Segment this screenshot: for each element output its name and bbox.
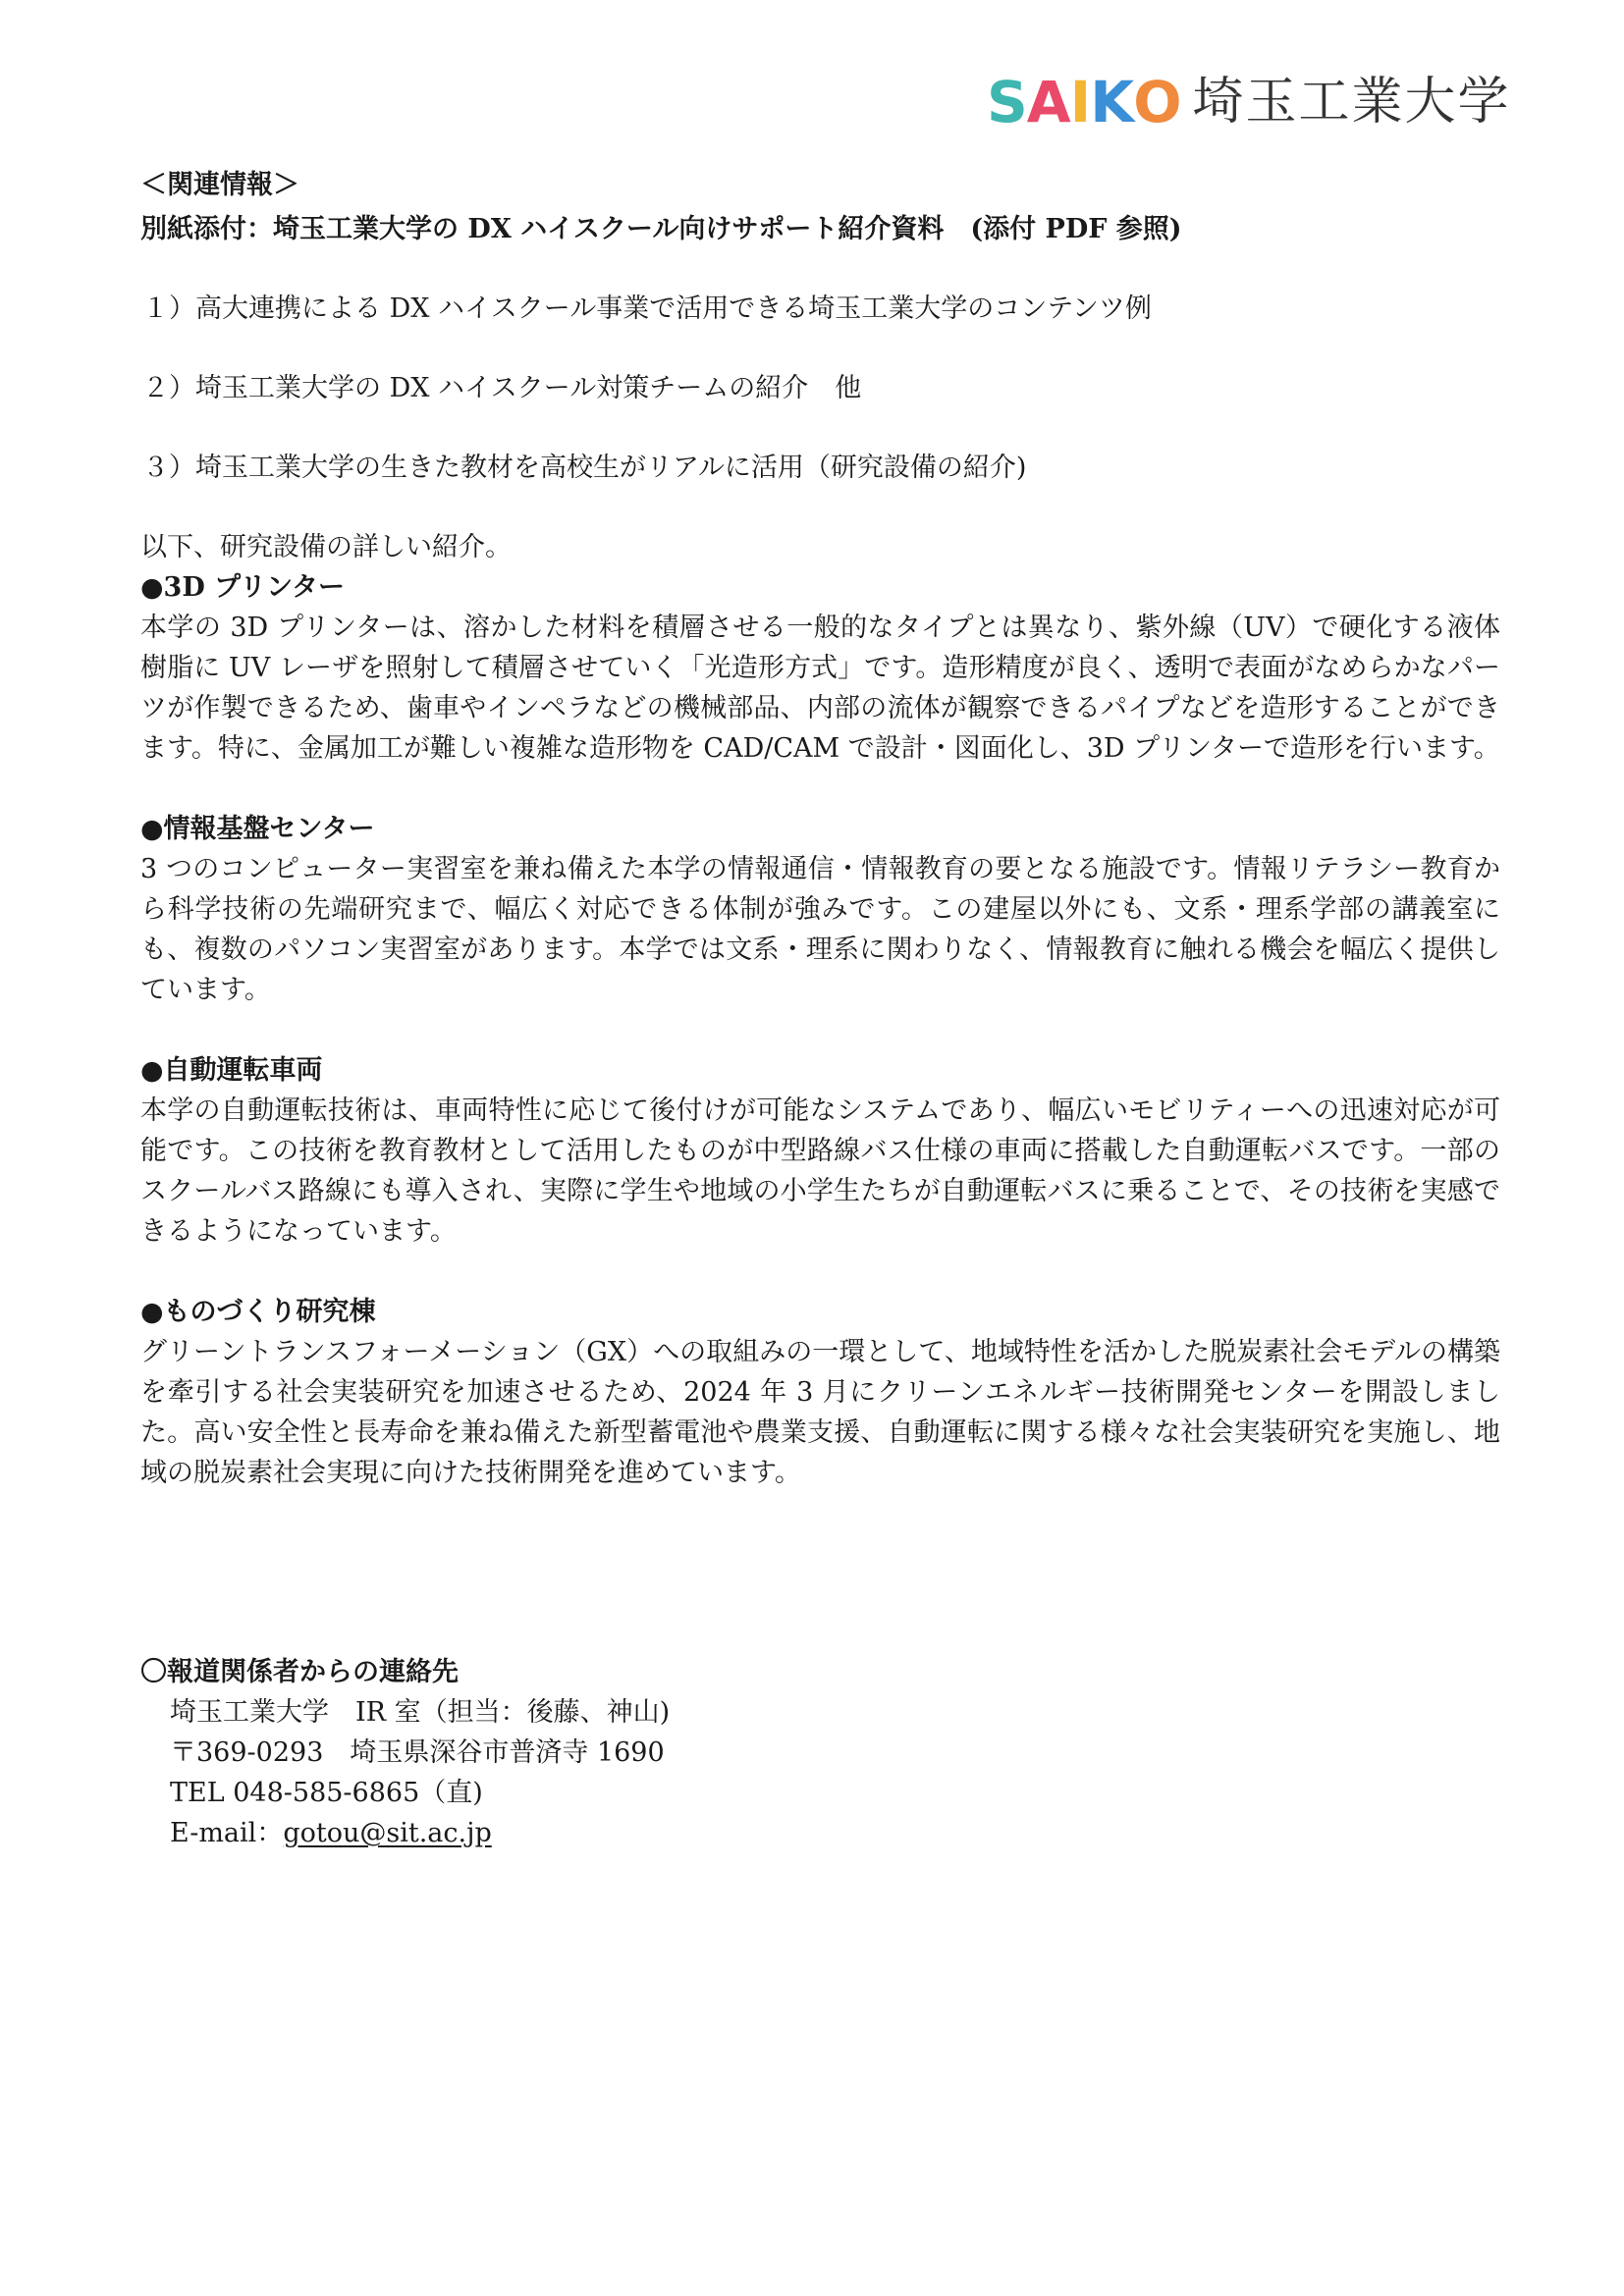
logo-letter-o: O	[1133, 69, 1181, 135]
section-autonomous-vehicle	[140, 1050, 1500, 1252]
related-info-heading: ＜関連情報＞	[140, 170, 299, 200]
contact-organization: 埼玉工業大学 IR 室（担当：後藤、神山)	[170, 1697, 671, 1728]
section-body: 本学の 3D プリンターは、溶かした材料を積層させる一般的なタイプとは異なり、紫外線（UV）で硬化する液体樹脂に UV レーザを照射して積層させていく「光造形方式」です。造形精度が良く、透明で表面がなめらかなパーツが作製できるため、歯車やインペラなどの機械部品、内部の流体が観察できるパイプなどを造形することができます。特に、金属加工が難しい複雑な造形物を CAD/CAM で設計・図面化し、3D プリンターで造形を行います。	[140, 613, 1500, 764]
section-3d-printer	[140, 567, 1500, 769]
contact-heading: 〇報道関係者からの連絡先	[140, 1657, 459, 1687]
section-title: ●3D プリンター	[140, 572, 345, 603]
contact-email-row	[140, 1813, 670, 1853]
contact-phone: TEL 048-585-6865（直)	[170, 1778, 483, 1808]
section-title: ●ものづくり研究棟	[140, 1297, 376, 1327]
main-content	[140, 165, 1500, 1533]
section-body: グリーントランスフォーメーション（GX）への取組みの一環として、地域特性を活かした脱炭素社会モデルの構築を牽引する社会実装研究を加速させるため、2024 年 3 月にクリーンエネルギー技術開発センターを開設しました。高い安全性と長寿命を兼ね備えた新型蓄電池や農業支援、自動運転に関する様々な社会実装研究を実施し、地域の脱炭素社会実現に向けた技術開発を進めています。	[140, 1337, 1500, 1488]
logo-letter-s: S	[987, 69, 1027, 135]
section-body: 3 つのコンピューター実習室を兼ね備えた本学の情報通信・情報教育の要となる施設です。情報リテラシー教育から科学技術の先端研究まで、幅広く対応できる体制が強みです。この建屋以外にも、文系・理系学部の講義室にも、複数のパソコン実習室があります。本学では文系・理系に関わりなく、情報教育に触れる機会を幅広く提供しています。	[140, 854, 1500, 1005]
contact-email-label: E-mail：	[170, 1818, 284, 1848]
related-list-item: ２）埼玉工業大学の DX ハイスクール対策チームの紹介 他	[142, 373, 862, 403]
section-body: 本学の自動運転技術は、車両特性に応じて後付けが可能なシステムであり、幅広いモビリティーへの迅速対応が可能です。この技術を教育教材として活用したものが中型路線バス仕様の車両に搭載した自動運転バスです。一部のスクールバス路線にも導入され、実際に学生や地域の小学生たちが自動運転バスに乗ることで、その技術を実感できるようになっています。	[140, 1095, 1500, 1247]
press-contact	[140, 1652, 670, 1853]
section-info-center	[140, 809, 1500, 1010]
attachment-note: 別紙添付：埼玉工業大学の DX ハイスクール向けサポート紹介資料 (添付 PDF 参照)	[140, 214, 1182, 244]
facilities-intro: 以下、研究設備の詳しい紹介。	[140, 532, 512, 562]
related-list-item: １）高大連携による DX ハイスクール事業で活用できる埼玉工業大学のコンテンツ例	[142, 294, 1152, 324]
section-title: ●自動運転車両	[140, 1055, 323, 1086]
contact-email-link[interactable]: gotou@sit.ac.jp	[283, 1818, 492, 1848]
related-list-item: ３）埼玉工業大学の生きた教材を高校生がリアルに活用（研究設備の紹介)	[142, 453, 1027, 483]
logo-university-name: 埼玉工業大学	[1192, 73, 1511, 132]
university-logo	[987, 71, 1511, 133]
saiko-logo-mark	[987, 69, 1181, 135]
section-monozukuri-building	[140, 1292, 1500, 1493]
contact-address: 〒369-0293 埼玉県深谷市普済寺 1690	[170, 1737, 665, 1768]
logo-letter-k: K	[1090, 69, 1134, 135]
logo-letter-i: I	[1069, 69, 1091, 135]
logo-letter-a: A	[1026, 69, 1070, 135]
section-title: ●情報基盤センター	[140, 814, 375, 844]
